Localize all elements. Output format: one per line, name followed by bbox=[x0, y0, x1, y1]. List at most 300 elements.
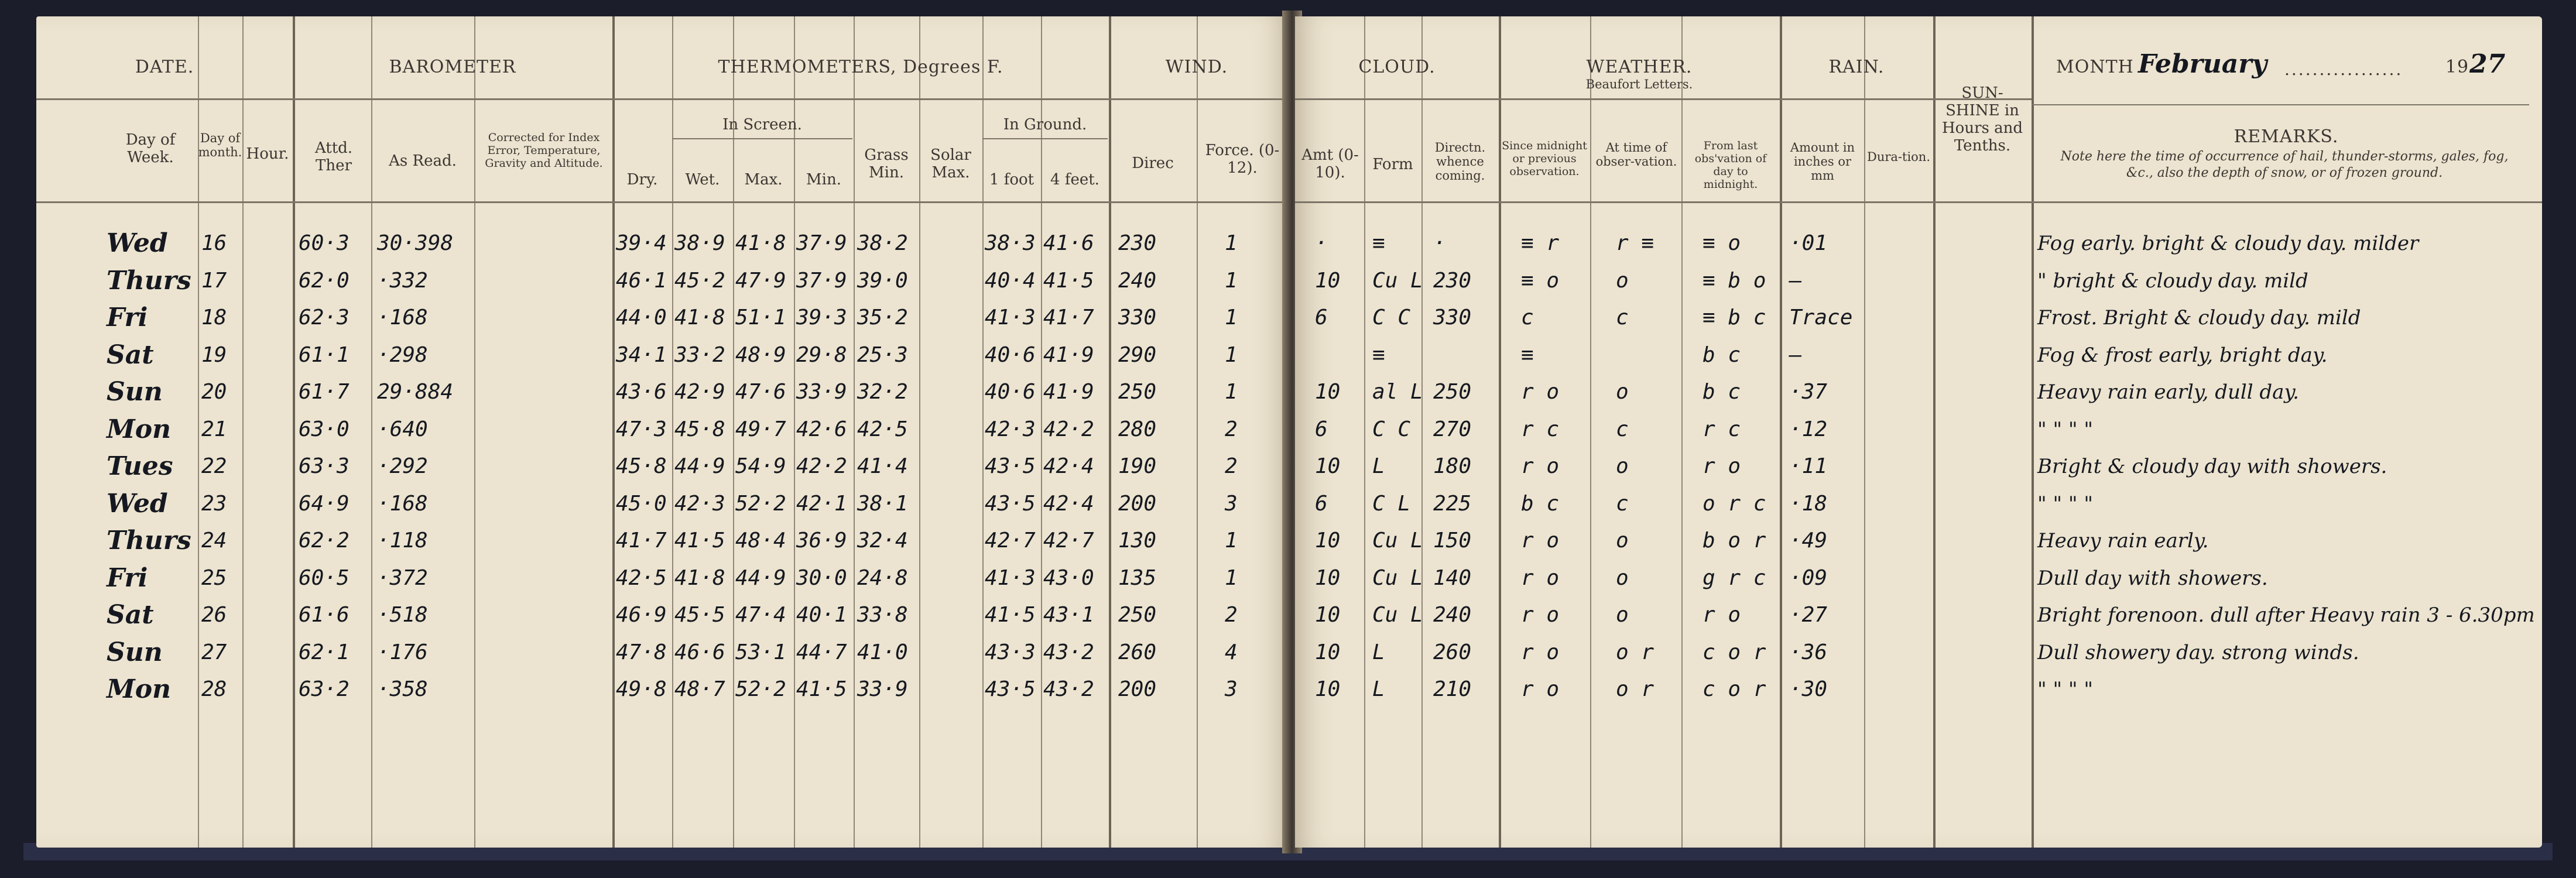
cell-max: 48·4 bbox=[735, 529, 786, 553]
header-corrected: Corrected for Index Error, Temperature, Gravity and Altitude. bbox=[485, 131, 603, 170]
cell-day-of-month: 21 bbox=[201, 417, 227, 441]
cell-remarks: " " " " bbox=[2037, 678, 2093, 701]
cell-min: 44·7 bbox=[796, 640, 847, 664]
cell-ground-4ft: 41·5 bbox=[1043, 268, 1094, 293]
cell-weather-from-last: b c bbox=[1703, 342, 1741, 367]
cell-cloud-amount: 6 bbox=[1315, 417, 1328, 441]
header-one-foot: 1 foot bbox=[989, 171, 1034, 188]
cell-weather-since-midnight: r o bbox=[1521, 529, 1560, 553]
cell-day-of-month: 22 bbox=[201, 454, 227, 478]
header-in-screen: In Screen. bbox=[722, 116, 802, 133]
cell-wind-direction: 280 bbox=[1118, 417, 1157, 441]
cell-min: 30·0 bbox=[796, 565, 847, 590]
cell-wind-direction: 290 bbox=[1118, 342, 1157, 367]
header-wind: WIND. bbox=[1165, 57, 1228, 77]
cell-attd-ther: 62·3 bbox=[299, 306, 350, 330]
cell-ground-4ft: 42·4 bbox=[1043, 454, 1094, 478]
cell-day-of-week: Mon bbox=[107, 414, 172, 444]
cell-grass-min: 32·4 bbox=[857, 529, 908, 553]
remarks-note: Note here the time of occurrence of hail, thunder-storms, gales, fog, &c., also the depth of snow, or of frozen ground. bbox=[2060, 149, 2509, 180]
cell-attd-ther: 61·7 bbox=[299, 380, 350, 404]
cell-ground-4ft: 41·7 bbox=[1043, 306, 1094, 330]
cell-cloud-direction: 250 bbox=[1433, 380, 1472, 404]
cell-remarks: Heavy rain early, dull day. bbox=[2037, 380, 2299, 404]
cell-cloud-form: C L bbox=[1372, 491, 1411, 516]
cell-dry: 41·7 bbox=[616, 529, 667, 553]
header-wet: Wet. bbox=[685, 171, 720, 188]
cell-ground-1ft: 40·6 bbox=[985, 342, 1036, 367]
cell-day-of-week: Sun bbox=[107, 377, 163, 407]
cell-min: 42·1 bbox=[796, 491, 847, 516]
cell-rain-amount: ·12 bbox=[1789, 417, 1828, 441]
header-amt: Amt (0-10). bbox=[1301, 146, 1359, 181]
cell-cloud-direction: 330 bbox=[1433, 306, 1472, 330]
header-rain: RAIN. bbox=[1828, 57, 1885, 77]
cell-wind-force: 1 bbox=[1225, 565, 1238, 590]
cell-attd-ther: 61·6 bbox=[299, 603, 350, 627]
header-day-of-week: Day of Week. bbox=[125, 131, 176, 166]
header-directn: Directn. whence coming. bbox=[1434, 140, 1486, 183]
cell-wind-force: 3 bbox=[1225, 677, 1238, 701]
cell-attd-ther: 62·2 bbox=[299, 529, 350, 553]
cell-cloud-direction: 210 bbox=[1433, 677, 1472, 701]
cell-max: 44·9 bbox=[735, 565, 786, 590]
header-cloud: CLOUD. bbox=[1358, 57, 1436, 77]
cell-rain-amount: ·01 bbox=[1789, 231, 1828, 255]
cell-max: 41·8 bbox=[735, 231, 786, 255]
cell-cloud-form: C C bbox=[1372, 417, 1411, 441]
cell-wind-direction: 250 bbox=[1118, 380, 1157, 404]
cell-barometer-read: ·640 bbox=[377, 417, 428, 441]
cell-cloud-amount: 10 bbox=[1315, 640, 1341, 664]
cell-cloud-amount: 10 bbox=[1315, 677, 1341, 701]
cell-grass-min: 33·8 bbox=[857, 603, 908, 627]
cell-day-of-month: 18 bbox=[201, 306, 227, 330]
header-attd-ther: Attd. Ther bbox=[314, 139, 353, 174]
header-dry: Dry. bbox=[626, 171, 658, 188]
cell-attd-ther: 61·1 bbox=[299, 342, 350, 367]
cell-wind-direction: 260 bbox=[1118, 640, 1157, 664]
cell-dry: 43·6 bbox=[616, 380, 667, 404]
cell-ground-4ft: 43·1 bbox=[1043, 603, 1094, 627]
cell-barometer-read: ·358 bbox=[377, 677, 428, 701]
cell-wind-direction: 230 bbox=[1118, 231, 1157, 255]
cell-ground-1ft: 42·7 bbox=[985, 529, 1036, 553]
cell-ground-1ft: 41·3 bbox=[985, 306, 1036, 330]
cell-rain-amount: ·18 bbox=[1789, 491, 1828, 516]
cell-barometer-read: ·176 bbox=[377, 640, 428, 664]
header-at-time: At time of obser-vation. bbox=[1595, 140, 1677, 169]
cell-day-of-week: Wed bbox=[107, 228, 168, 258]
cell-weather-from-last: r o bbox=[1703, 454, 1741, 478]
header-force: Force. (0-12). bbox=[1205, 142, 1280, 177]
cell-ground-4ft: 43·2 bbox=[1043, 677, 1094, 701]
cell-weather-from-last: o r c bbox=[1703, 491, 1766, 516]
cell-dry: 42·5 bbox=[616, 565, 667, 590]
cell-dry: 45·8 bbox=[616, 454, 667, 478]
cell-day-of-week: Thurs bbox=[107, 526, 191, 555]
cell-max: 49·7 bbox=[735, 417, 786, 441]
cell-grass-min: 38·1 bbox=[857, 491, 908, 516]
cell-day-of-week: Sat bbox=[107, 339, 154, 370]
cell-ground-4ft: 42·7 bbox=[1043, 529, 1094, 553]
cell-cloud-form: L bbox=[1372, 640, 1385, 664]
cell-weather-from-last: ≡ o bbox=[1703, 231, 1741, 255]
cell-cloud-form: ≡ bbox=[1372, 231, 1385, 255]
cell-ground-1ft: 41·3 bbox=[985, 565, 1036, 590]
cell-weather-at-time: o bbox=[1616, 565, 1629, 590]
cell-wind-direction: 190 bbox=[1118, 454, 1157, 478]
header-date: DATE. bbox=[135, 57, 194, 77]
cell-day-of-month: 23 bbox=[201, 491, 227, 516]
header-form: Form bbox=[1372, 156, 1413, 173]
cell-wind-force: 2 bbox=[1225, 454, 1238, 478]
cell-dry: 49·8 bbox=[616, 677, 667, 701]
cell-cloud-direction: 270 bbox=[1433, 417, 1472, 441]
cell-dry: 34·1 bbox=[616, 342, 667, 367]
cell-weather-at-time: o bbox=[1616, 454, 1629, 478]
cell-remarks: Dull showery day. strong winds. bbox=[2037, 640, 2359, 664]
cell-rain-amount: ·37 bbox=[1789, 380, 1828, 404]
cell-weather-from-last: g r c bbox=[1703, 565, 1766, 590]
header-thermometers: THERMOMETERS, Degrees F. bbox=[718, 57, 1003, 77]
cell-max: 54·9 bbox=[735, 454, 786, 478]
cell-dry: 47·3 bbox=[616, 417, 667, 441]
cell-remarks: Heavy rain early. bbox=[2037, 529, 2209, 553]
cell-remarks: Bright & cloudy day with showers. bbox=[2037, 455, 2387, 478]
cell-max: 47·6 bbox=[735, 380, 786, 404]
cell-cloud-form: Cu L bbox=[1372, 603, 1423, 627]
cell-rain-amount: – bbox=[1789, 342, 1802, 367]
cell-min: 33·9 bbox=[796, 380, 847, 404]
left-page bbox=[36, 16, 1289, 848]
cell-attd-ther: 62·0 bbox=[299, 268, 350, 293]
cell-grass-min: 25·3 bbox=[857, 342, 908, 367]
cell-remarks: Fog & frost early, bright day. bbox=[2037, 343, 2328, 367]
cell-grass-min: 41·0 bbox=[857, 640, 908, 664]
cell-wind-direction: 135 bbox=[1118, 565, 1157, 590]
cell-wind-force: 2 bbox=[1225, 417, 1238, 441]
header-max: Max. bbox=[744, 171, 783, 188]
header-amount: Amount in inches or mm bbox=[1790, 140, 1855, 183]
header-as-read: As Read. bbox=[389, 152, 457, 170]
cell-wind-force: 3 bbox=[1225, 491, 1238, 516]
cell-weather-at-time: o bbox=[1616, 529, 1629, 553]
cell-max: 52·2 bbox=[735, 677, 786, 701]
cell-cloud-amount: 10 bbox=[1315, 454, 1341, 478]
cell-wind-force: 1 bbox=[1225, 231, 1238, 255]
cell-day-of-week: Tues bbox=[107, 451, 173, 481]
header-year-printed: 19 bbox=[2445, 57, 2469, 77]
cell-cloud-amount: 10 bbox=[1315, 268, 1341, 293]
cell-max: 51·1 bbox=[735, 306, 786, 330]
cell-remarks: Frost. Bright & cloudy day. mild bbox=[2037, 306, 2361, 330]
cell-wind-force: 1 bbox=[1225, 342, 1238, 367]
cell-wet: 46·6 bbox=[674, 640, 725, 664]
cell-ground-1ft: 42·3 bbox=[985, 417, 1036, 441]
cell-wind-force: 1 bbox=[1225, 380, 1238, 404]
cell-cloud-direction: 240 bbox=[1433, 603, 1472, 627]
header-beaufort: Beaufort Letters. bbox=[1585, 77, 1693, 91]
cell-cloud-amount: · bbox=[1315, 231, 1328, 255]
cell-day-of-week: Mon bbox=[107, 674, 172, 704]
cell-remarks: Bright forenoon. dull after Heavy rain 3 - 6.30pm bbox=[2037, 603, 2535, 627]
cell-cloud-form: al L bbox=[1372, 380, 1423, 404]
cell-wet: 41·8 bbox=[674, 565, 725, 590]
cell-weather-since-midnight: r o bbox=[1521, 565, 1560, 590]
cell-cloud-direction: 230 bbox=[1433, 268, 1472, 293]
cell-ground-1ft: 41·5 bbox=[985, 603, 1036, 627]
cell-dry: 39·4 bbox=[616, 231, 667, 255]
cell-weather-since-midnight: r o bbox=[1521, 603, 1560, 627]
header-from-last: From last obs'vation of day to midnight. bbox=[1694, 139, 1767, 191]
cell-grass-min: 41·4 bbox=[857, 454, 908, 478]
cell-cloud-direction: · bbox=[1433, 231, 1446, 255]
cell-barometer-read: 29·884 bbox=[377, 380, 454, 404]
cell-dry: 47·8 bbox=[616, 640, 667, 664]
cell-wet: 41·8 bbox=[674, 306, 725, 330]
cell-day-of-month: 19 bbox=[201, 342, 227, 367]
cell-weather-at-time: r ≡ bbox=[1616, 231, 1654, 255]
cell-wind-direction: 200 bbox=[1118, 677, 1157, 701]
cell-weather-at-time: o r bbox=[1616, 677, 1654, 701]
cell-rain-amount: ·30 bbox=[1789, 677, 1828, 701]
cell-grass-min: 33·9 bbox=[857, 677, 908, 701]
cell-ground-4ft: 41·9 bbox=[1043, 342, 1094, 367]
cell-weather-since-midnight: c bbox=[1521, 306, 1534, 330]
cell-max: 48·9 bbox=[735, 342, 786, 367]
cell-cloud-form: Cu L bbox=[1372, 268, 1423, 293]
cell-weather-from-last: c o r bbox=[1703, 640, 1766, 664]
cell-rain-amount: ·09 bbox=[1789, 565, 1828, 590]
cell-min: 39·3 bbox=[796, 306, 847, 330]
cell-wind-force: 1 bbox=[1225, 306, 1238, 330]
cell-min: 41·5 bbox=[796, 677, 847, 701]
header-day-of-month: Day of month. bbox=[198, 131, 242, 159]
year-value: 27 bbox=[2469, 49, 2506, 79]
header-four-feet: 4 feet. bbox=[1050, 171, 1099, 188]
cell-grass-min: 38·2 bbox=[857, 231, 908, 255]
header-barometer: BAROMETER bbox=[389, 57, 516, 77]
cell-day-of-week: Sat bbox=[107, 600, 154, 630]
cell-wet: 45·2 bbox=[674, 268, 725, 293]
cell-wet: 38·9 bbox=[674, 231, 725, 255]
cell-grass-min: 24·8 bbox=[857, 565, 908, 590]
header-remarks: REMARKS. bbox=[2234, 126, 2339, 147]
cell-cloud-amount: 10 bbox=[1315, 603, 1341, 627]
cell-cloud-form: L bbox=[1372, 677, 1385, 701]
header-weather: WEATHER. bbox=[1586, 57, 1693, 77]
cell-rain-amount: Trace bbox=[1789, 306, 1853, 330]
cell-wet: 45·8 bbox=[674, 417, 725, 441]
cell-weather-from-last: c o r bbox=[1703, 677, 1766, 701]
cell-remarks: Dull day with showers. bbox=[2037, 566, 2268, 590]
header-solar-max: Solar Max. bbox=[930, 146, 971, 181]
cell-barometer-read: ·168 bbox=[377, 306, 428, 330]
cell-wind-force: 1 bbox=[1225, 268, 1238, 293]
cell-dry: 45·0 bbox=[616, 491, 667, 516]
cell-weather-from-last: r c bbox=[1703, 417, 1741, 441]
cell-cloud-direction: 180 bbox=[1433, 454, 1472, 478]
header-in-ground: In Ground. bbox=[1003, 116, 1087, 133]
cell-cloud-form: Cu L bbox=[1372, 565, 1423, 590]
cell-cloud-form: C C bbox=[1372, 306, 1411, 330]
cell-max: 52·2 bbox=[735, 491, 786, 516]
header-hour: Hour. bbox=[246, 145, 289, 163]
cell-weather-since-midnight: r o bbox=[1521, 380, 1560, 404]
cell-grass-min: 35·2 bbox=[857, 306, 908, 330]
cell-weather-at-time: o r bbox=[1616, 640, 1654, 664]
cell-dry: 46·9 bbox=[616, 603, 667, 627]
cell-weather-since-midnight: ≡ r bbox=[1521, 231, 1560, 255]
cell-barometer-read: ·372 bbox=[377, 565, 428, 590]
cell-weather-at-time: o bbox=[1616, 268, 1629, 293]
cell-grass-min: 42·5 bbox=[857, 417, 908, 441]
cell-rain-amount: ·36 bbox=[1789, 640, 1828, 664]
cell-wet: 44·9 bbox=[674, 454, 725, 478]
cell-min: 42·6 bbox=[796, 417, 847, 441]
cell-min: 29·8 bbox=[796, 342, 847, 367]
cell-min: 40·1 bbox=[796, 603, 847, 627]
cell-dry: 46·1 bbox=[616, 268, 667, 293]
cell-wind-direction: 330 bbox=[1118, 306, 1157, 330]
cell-attd-ther: 64·9 bbox=[299, 491, 350, 516]
month-dots: ................. bbox=[2284, 60, 2403, 79]
cell-wet: 42·9 bbox=[674, 380, 725, 404]
cell-cloud-amount: 10 bbox=[1315, 565, 1341, 590]
cell-day-of-week: Thurs bbox=[107, 265, 191, 296]
cell-attd-ther: 63·2 bbox=[299, 677, 350, 701]
cell-ground-4ft: 42·2 bbox=[1043, 417, 1094, 441]
cell-ground-1ft: 43·5 bbox=[985, 454, 1036, 478]
cell-day-of-month: 24 bbox=[201, 529, 227, 553]
month-value: February bbox=[2138, 49, 2267, 79]
cell-remarks: " bright & cloudy day. mild bbox=[2037, 269, 2308, 293]
cell-day-of-month: 27 bbox=[201, 640, 227, 664]
cell-cloud-amount: 6 bbox=[1315, 491, 1328, 516]
header-month-label: MONTH bbox=[2056, 57, 2134, 77]
cell-weather-since-midnight: r o bbox=[1521, 677, 1560, 701]
cell-attd-ther: 60·5 bbox=[299, 565, 350, 590]
cell-max: 47·9 bbox=[735, 268, 786, 293]
cell-barometer-read: 30·398 bbox=[377, 231, 454, 255]
cell-min: 36·9 bbox=[796, 529, 847, 553]
cell-cloud-form: Cu L bbox=[1372, 529, 1423, 553]
cell-dry: 44·0 bbox=[616, 306, 667, 330]
cell-ground-4ft: 43·2 bbox=[1043, 640, 1094, 664]
cell-ground-1ft: 40·6 bbox=[985, 380, 1036, 404]
cell-rain-amount: ·49 bbox=[1789, 529, 1828, 553]
header-since-midnight: Since midnight or previous observation. bbox=[1502, 139, 1587, 178]
cell-attd-ther: 63·0 bbox=[299, 417, 350, 441]
cell-ground-1ft: 40·4 bbox=[985, 268, 1036, 293]
cell-wet: 42·3 bbox=[674, 491, 725, 516]
cell-weather-since-midnight: r c bbox=[1521, 417, 1560, 441]
cell-rain-amount: ·11 bbox=[1789, 454, 1828, 478]
cell-cloud-direction: 150 bbox=[1433, 529, 1472, 553]
cell-wind-force: 2 bbox=[1225, 603, 1238, 627]
cell-barometer-read: ·168 bbox=[377, 491, 428, 516]
cell-attd-ther: 60·3 bbox=[299, 231, 350, 255]
cell-min: 37·9 bbox=[796, 231, 847, 255]
cell-barometer-read: ·298 bbox=[377, 342, 428, 367]
cell-cloud-amount: 10 bbox=[1315, 380, 1341, 404]
cell-weather-from-last: r o bbox=[1703, 603, 1741, 627]
cell-barometer-read: ·332 bbox=[377, 268, 428, 293]
cell-rain-amount: ·27 bbox=[1789, 603, 1828, 627]
header-min: Min. bbox=[806, 171, 841, 188]
cell-attd-ther: 62·1 bbox=[299, 640, 350, 664]
cell-weather-at-time: c bbox=[1616, 417, 1629, 441]
cell-rain-amount: – bbox=[1789, 268, 1802, 293]
cell-wet: 33·2 bbox=[674, 342, 725, 367]
cell-grass-min: 39·0 bbox=[857, 268, 908, 293]
cell-weather-from-last: ≡ b o bbox=[1703, 268, 1766, 293]
cell-ground-1ft: 43·5 bbox=[985, 677, 1036, 701]
cell-wind-direction: 130 bbox=[1118, 529, 1157, 553]
cell-day-of-month: 17 bbox=[201, 268, 227, 293]
cell-cloud-direction: 225 bbox=[1433, 491, 1472, 516]
cell-weather-from-last: b c bbox=[1703, 380, 1741, 404]
cell-remarks: " " " " bbox=[2037, 492, 2093, 516]
cell-day-of-month: 16 bbox=[201, 231, 227, 255]
cell-cloud-form: ≡ bbox=[1372, 342, 1385, 367]
cell-remarks: Fog early. bright & cloudy day. milder bbox=[2037, 232, 2419, 255]
cell-weather-from-last: b o r bbox=[1703, 529, 1766, 553]
cell-ground-1ft: 38·3 bbox=[985, 231, 1036, 255]
cell-attd-ther: 63·3 bbox=[299, 454, 350, 478]
cell-weather-at-time: c bbox=[1616, 491, 1629, 516]
cell-ground-4ft: 42·4 bbox=[1043, 491, 1094, 516]
right-page bbox=[1295, 16, 2542, 848]
cell-day-of-week: Fri bbox=[107, 303, 148, 332]
cell-wind-direction: 250 bbox=[1118, 603, 1157, 627]
cell-wind-direction: 200 bbox=[1118, 491, 1157, 516]
cell-ground-1ft: 43·3 bbox=[985, 640, 1036, 664]
cell-wet: 48·7 bbox=[674, 677, 725, 701]
cell-barometer-read: ·118 bbox=[377, 529, 428, 553]
cell-wet: 41·5 bbox=[674, 529, 725, 553]
cell-wet: 45·5 bbox=[674, 603, 725, 627]
cell-min: 42·2 bbox=[796, 454, 847, 478]
cell-cloud-amount: 10 bbox=[1315, 529, 1341, 553]
cell-weather-since-midnight: r o bbox=[1521, 454, 1560, 478]
header-direc: Direc bbox=[1132, 155, 1174, 172]
cell-weather-at-time: c bbox=[1616, 306, 1629, 330]
cell-day-of-month: 25 bbox=[201, 565, 227, 590]
cell-weather-at-time: o bbox=[1616, 603, 1629, 627]
cell-wind-direction: 240 bbox=[1118, 268, 1157, 293]
cell-weather-since-midnight: ≡ bbox=[1521, 342, 1534, 367]
cell-barometer-read: ·292 bbox=[377, 454, 428, 478]
cell-ground-4ft: 41·6 bbox=[1043, 231, 1094, 255]
cell-ground-1ft: 43·5 bbox=[985, 491, 1036, 516]
cell-day-of-month: 28 bbox=[201, 677, 227, 701]
cell-max: 47·4 bbox=[735, 603, 786, 627]
cell-remarks: " " " " bbox=[2037, 417, 2093, 441]
cell-min: 37·9 bbox=[796, 268, 847, 293]
header-duration: Dura-tion. bbox=[1866, 150, 1930, 164]
cell-max: 53·1 bbox=[735, 640, 786, 664]
cell-day-of-week: Wed bbox=[107, 488, 168, 519]
cell-barometer-read: ·518 bbox=[377, 603, 428, 627]
cell-day-of-month: 20 bbox=[201, 380, 227, 404]
cell-weather-since-midnight: b c bbox=[1521, 491, 1560, 516]
cell-wind-force: 1 bbox=[1225, 529, 1238, 553]
header-grass-min: Grass Min. bbox=[864, 146, 909, 181]
cell-day-of-month: 26 bbox=[201, 603, 227, 627]
cell-cloud-direction: 140 bbox=[1433, 565, 1472, 590]
